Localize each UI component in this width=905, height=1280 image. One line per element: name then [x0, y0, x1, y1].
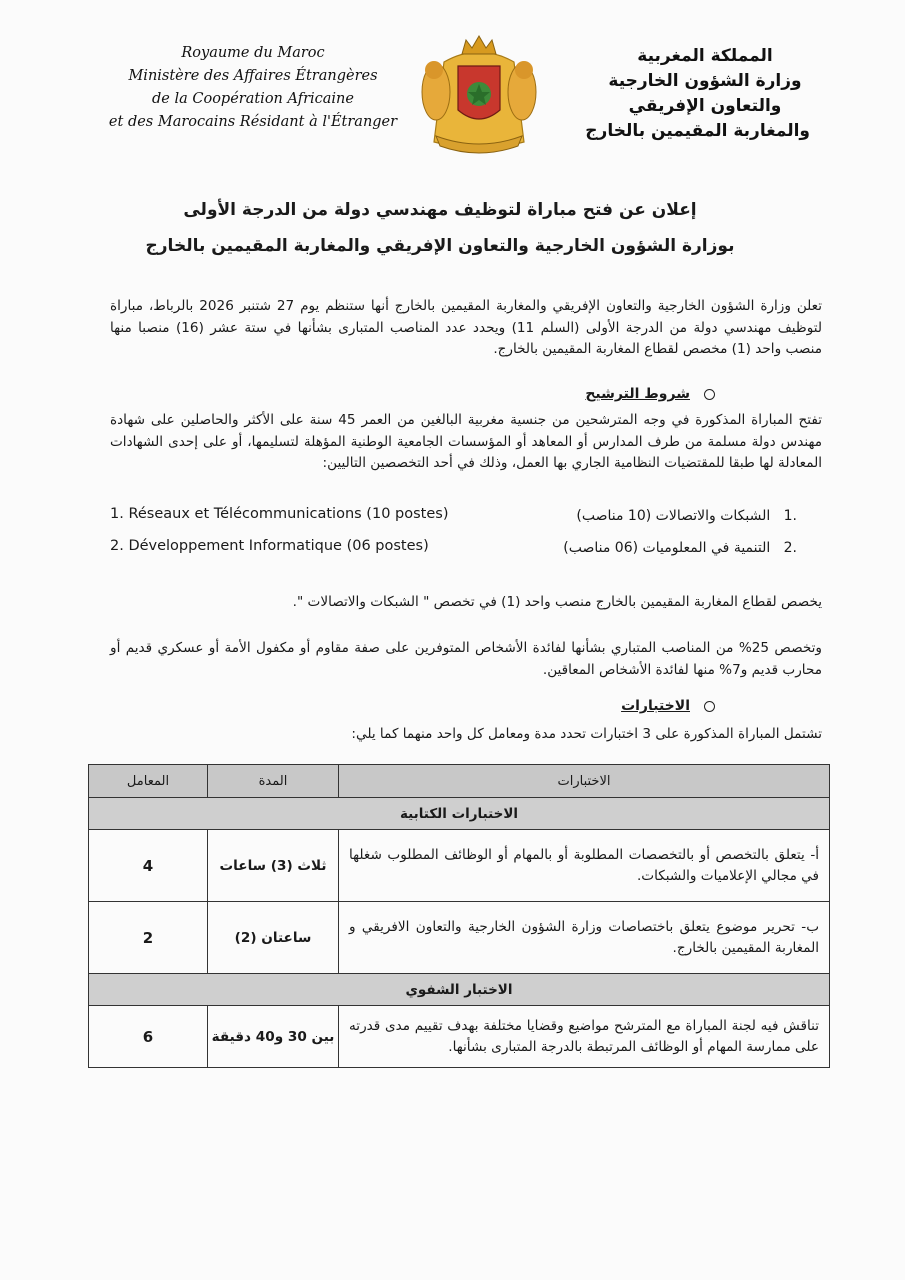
table-row — [89, 1006, 830, 1068]
fr-line-residents: et des Marocains Résidant à l'Étranger — [108, 114, 398, 130]
col-header-coef: المعامل — [89, 765, 208, 798]
table-row — [89, 830, 830, 902]
exams-heading-text: الاختبارات — [621, 698, 690, 714]
specialty-fr-2: 2. Développement Informatique (06 postes) — [110, 538, 429, 554]
bullet-circle-icon — [704, 389, 715, 400]
section-row-oral — [89, 974, 830, 1006]
exam-coef-1: 4 — [89, 830, 208, 902]
bullet-circle-icon — [704, 701, 715, 712]
ar-line-ministry: وزارة الشؤون الخارجية — [608, 71, 802, 91]
specialty-ar-2-num: .2 — [783, 540, 797, 556]
col-header-duration: المدة — [208, 765, 339, 798]
fr-line-ministry: Ministère des Affaires Étrangères — [128, 68, 378, 84]
exam-duration-1: ثلاث (3) ساعات — [208, 830, 339, 902]
specialty-ar-1-num: .1 — [783, 508, 797, 524]
exam-duration-3: بين 30 و40 دقيقة — [208, 1006, 339, 1068]
header-french — [108, 42, 398, 134]
announcement-title-line2: بوزارة الشؤون الخارجية والتعاون الإفريقي والمغاربة المقيمين بالخارج — [145, 236, 735, 256]
fr-line-cooperation: de la Coopération Africaine — [152, 91, 354, 107]
exam-desc-3: تناقش فيه لجنة المباراة مع المترشح مواضيع وقضايا مختلفة بهدف تقييم مدى قدرته على ممارسة المهام أو الوظائف المرتبطة بالدرجة المتبارى بشأنها. — [339, 1006, 830, 1068]
exams-table — [88, 764, 830, 1068]
col-header-exam: الاختبارات — [339, 765, 830, 798]
specialty-ar-2 — [563, 540, 797, 556]
exams-heading — [621, 698, 715, 714]
exam-coef-3: 6 — [89, 1006, 208, 1068]
specialty-fr-1: 1. Réseaux et Télécommunications (10 postes) — [110, 506, 449, 522]
exam-duration-2: ساعتان (2) — [208, 902, 339, 974]
section-written-label: الاختبارات الكتابية — [89, 798, 830, 830]
coat-of-arms-emblem — [414, 32, 544, 156]
exams-intro: تشتمل المباراة المذكورة على 3 اختبارات تحدد مدة ومعامل كل واحد منهما كما يلي: — [351, 726, 822, 742]
exam-desc-2: ب- تحرير موضوع يتعلق باختصاصات وزارة الشؤون الخارجية والتعاون الافريقي و المغاربة المقيمين بالخارج. — [339, 902, 830, 974]
section-row-written — [89, 798, 830, 830]
specialty-ar-2-text: التنمية في المعلوميات (06 مناصب) — [563, 540, 771, 556]
fr-line-kingdom: Royaume du Maroc — [181, 45, 325, 61]
conditions-heading — [585, 386, 715, 402]
ar-line-cooperation: والتعاون الإفريقي — [628, 96, 782, 116]
exam-coef-2: 2 — [89, 902, 208, 974]
table-header-row — [89, 765, 830, 798]
exam-desc-1: أ- يتعلق بالتخصص أو بالتخصصات المطلوبة أو بالمهام أو الوظائف المطلوب شغلها في مجالي الإعلاميات والشبكات. — [339, 830, 830, 902]
intro-paragraph: تعلن وزارة الشؤون الخارجية والتعاون الإفريقي والمغاربة المقيمين بالخارج أنها ستنظم يوم 27 شتنبر 2026 بالرباط، مباراة لتوظيف مهندسي دولة من الدرجة الأولى (السلم 11) ويحدد عدد المناصب المتبارى بشأنها في ستة عشر (16) منصبا منها منصب واحد (1) مخصص لقطاع المغاربة المقيمين بالخارج. — [110, 298, 823, 357]
announcement-title-line1: إعلان عن فتح مباراة لتوظيف مهندسي دولة من الدرجة الأولى — [183, 200, 697, 220]
specialty-ar-1 — [576, 508, 797, 524]
allocation-note: يخصص لقطاع المغاربة المقيمين بالخارج منصب واحد (1) في تخصص " الشبكات والاتصالات ". — [292, 594, 822, 610]
ar-line-kingdom: المملكة المغربية — [637, 46, 773, 66]
conditions-paragraph: تفتح المباراة المذكورة في وجه المترشحين من جنسية مغربية البالغين من العمر 45 سنة على الأكثر والحاصلين على شهادة مهندس دولة مسلمة من طرف المدارس أو المعاهد أو المؤسسات الجامعية الوطنية المؤهلة لتسليمها، أو على إحدى الشهادات المعادلة لها طبقا للمقتضيات النظامية الجاري بها العمل، وذلك في أحد التخصصين التاليين: — [110, 412, 823, 471]
specialty-ar-1-text: الشبكات والاتصالات (10 مناصب) — [576, 508, 771, 524]
quota-note: وتخصص 25% من المناصب المتباري بشأنها لفائدة الأشخاص المتوفرين على صفة مقاوم أو مكفول الأمة أو عسكري قديم أو محارب قديم و7% منها لفائدة الأشخاص المعاقين. — [110, 640, 822, 678]
conditions-heading-text: شروط الترشيح — [585, 386, 690, 402]
ar-line-residents: والمغاربة المقيمين بالخارج — [585, 121, 810, 141]
table-row — [89, 902, 830, 974]
header-arabic — [585, 44, 810, 144]
section-oral-label: الاختبار الشفوي — [89, 974, 830, 1006]
